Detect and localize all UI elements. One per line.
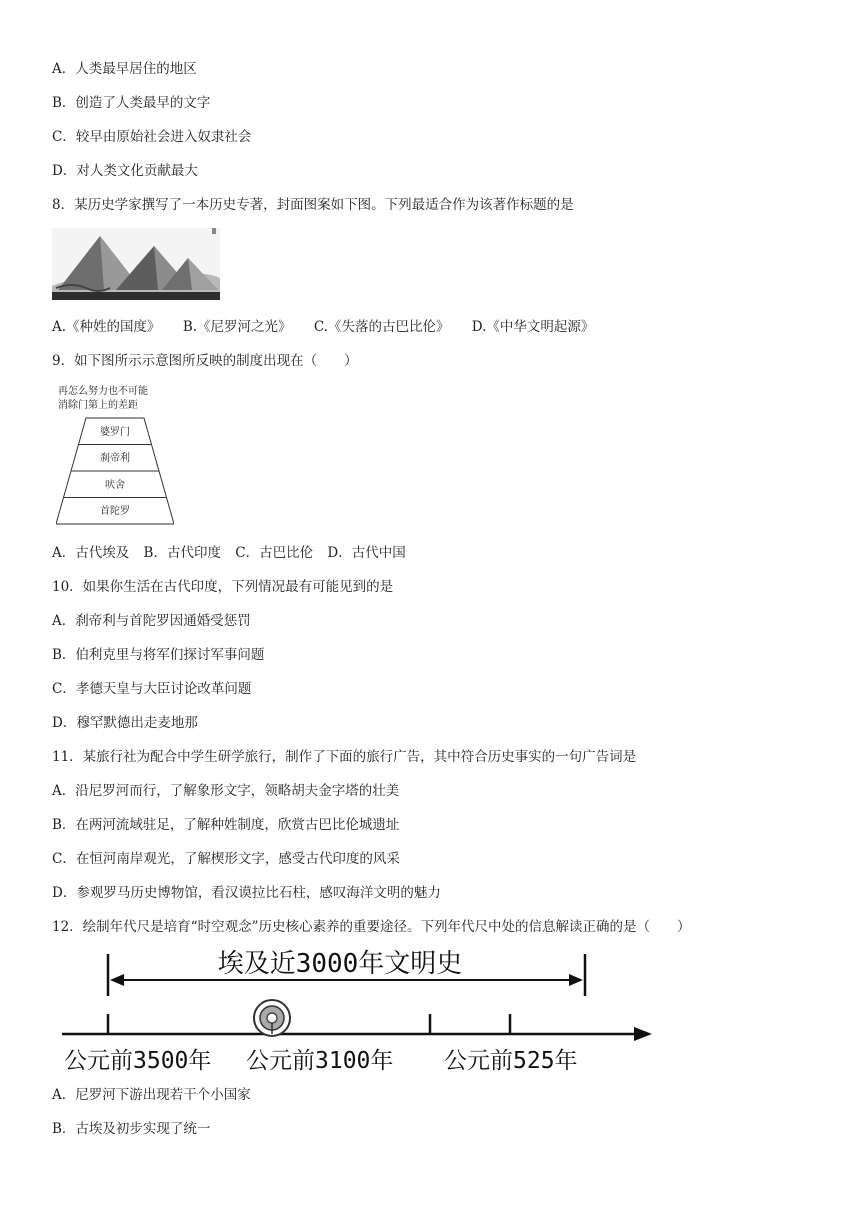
caste-tier-4: 首陀罗	[100, 506, 130, 517]
caste-tier-1: 婆罗门	[100, 427, 130, 438]
caste-caption-line-1: 再怎么努力也不可能	[58, 386, 148, 397]
option-c: C．古巴比伦	[235, 545, 314, 561]
option-d: D．古代中国	[327, 545, 406, 561]
options-row	[52, 318, 594, 336]
option-text: B．古埃及初步实现了统一	[52, 1121, 211, 1137]
option-a: A.《种姓的国度》	[52, 319, 161, 335]
option-text: D．对人类文化贡献最大	[52, 163, 198, 179]
pyramids-image	[52, 228, 220, 300]
option-text: D．穆罕默德出走麦地那	[52, 715, 198, 731]
timeline-label-2: 公元前3100年	[246, 1048, 394, 1074]
timeline-diagram	[60, 946, 660, 1076]
option-text: A．刹帝利与首陀罗因通婚受惩罚	[52, 613, 251, 629]
option-text: A．沿尼罗河而行，了解象形文字，领略胡夫金字塔的壮美	[52, 783, 400, 799]
question-stem: 10．如果你生活在古代印度，下列情况最有可能见到的是	[52, 579, 394, 595]
option-text: B．伯利克里与将军们探讨军事问题	[52, 647, 265, 663]
option-text: A．尼罗河下游出现若干个小国家	[52, 1087, 251, 1103]
question-stem: 9．如下图所示示意图所反映的制度出现在（ ）	[52, 353, 358, 369]
option-b: B.《尼罗河之光》	[182, 319, 292, 335]
timeline-label-1: 公元前3500年	[64, 1048, 212, 1074]
option-text: C．孝德天皇与大臣讨论改革问题	[52, 681, 252, 697]
timeline-title: 埃及近3000年文明史	[217, 949, 463, 979]
option-text: D．参观罗马历史博物馆，看汉谟拉比石柱，感叹海洋文明的魅力	[52, 885, 441, 901]
option-text: C．在恒河南岸观光，了解楔形文字，感受古代印度的风采	[52, 851, 400, 867]
options-row	[52, 544, 406, 562]
option-text: C．较早由原始社会进入奴隶社会	[52, 129, 252, 145]
option-text: B．在两河流域驻足，了解种姓制度，欣赏古巴比伦城遗址	[52, 817, 400, 833]
question-stem: 12．绘制年代尺是培育“时空观念”历史核心素养的重要途径。下列年代尺中处的信息解读正确的是（ ）	[52, 919, 691, 935]
question-stem: 11．某旅行社为配合中学生研学旅行，制作了下面的旅行广告，其中符合历史事实的一句广告词是	[52, 749, 637, 765]
caste-tier-2: 刹帝利	[100, 453, 130, 464]
caste-caption-line-2: 消除门第上的差距	[58, 400, 138, 411]
caste-tier-3: 吠舍	[105, 480, 125, 491]
option-d: D.《中华文明起源》	[471, 319, 595, 335]
option-text: B．创造了人类最早的文字	[52, 95, 211, 111]
caste-diagram	[56, 384, 174, 528]
option-b: B．古代印度	[143, 545, 221, 561]
timeline-label-3: 公元前525年	[444, 1048, 578, 1074]
question-stem: 8．某历史学家撰写了一本历史专著，封面图案如下图。下列最适合作为该著作标题的是	[52, 197, 574, 213]
option-a: A．古代埃及	[52, 545, 130, 561]
option-text: A．人类最早居住的地区	[52, 61, 197, 77]
option-c: C.《失落的古巴比伦》	[313, 319, 450, 335]
